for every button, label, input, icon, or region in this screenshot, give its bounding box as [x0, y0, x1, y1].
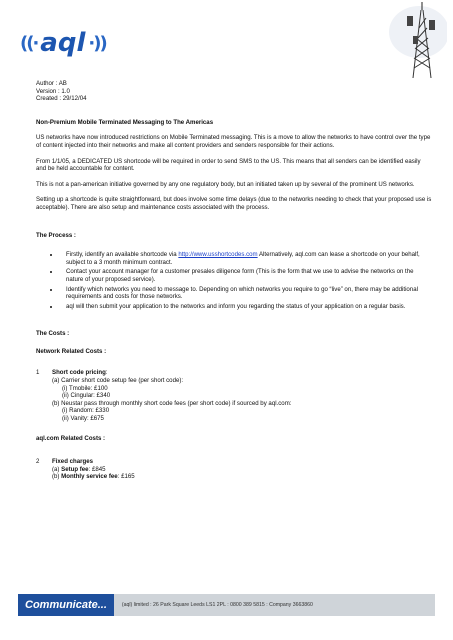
aql-logo-text: aql: [40, 28, 86, 58]
process-step-1: • Firstly, identify an available shortcode via http://www.usshortcodes.com Alternatively, aql.com can lease a shortcode on your behalf, subject to a 3 month minimum contract.: [60, 251, 432, 266]
signal-wave-right-icon: ·)): [88, 32, 106, 54]
process-step-2: • Contact your account manager for a customer presales diligence form (This is the form that we use to advise the networks on the nature of your proposed service).: [60, 268, 432, 283]
cost-item-1: 1 Short code pricing: (a) Carrier short code setup fee (per short code): (i) Tmobile: £100 (ii) Cingular: £340 (b) Neustar pass through monthly short code fees (per short code) if sourced by aql.com: (i) Random: £330 (ii) Vanity: £675: [36, 369, 432, 422]
cost-item-2: [36, 458, 432, 481]
aql-costs-heading: aql.com Related Costs :: [36, 434, 106, 442]
monthly-service-fee: (b) Monthly service fee: £165: [52, 473, 135, 481]
created-line: Created : 29/12/04: [36, 95, 87, 103]
document-meta: [36, 80, 432, 103]
cost-item-number: 2: [36, 458, 40, 466]
intro-paragraph-4: Setting up a shortcode is quite straightforward, but does involve some time delays (due to the networks needing to check that your proposed use is acceptable). There are also setup and maintenance costs associated with the process.: [36, 196, 432, 211]
tmobile-fee: (i) Tmobile: £100: [62, 384, 108, 392]
intro-paragraph-1: US networks have now introduced restrictions on Mobile Terminated messaging. This is a move to allow the networks to have control over the type of content injected into their networks and make all content providers and senders responsible for their actions.: [36, 134, 431, 149]
author-line: Author : AB: [36, 80, 67, 87]
cost-item-title: Fixed charges: [52, 458, 93, 466]
document-title: Non-Premium Mobile Terminated Messaging to The Americas: [36, 118, 214, 126]
communicate-tagline: Communicate...: [18, 594, 114, 616]
costs-heading: The Costs :: [36, 330, 70, 338]
aql-logo: [20, 28, 106, 58]
footer-bar: [18, 594, 435, 616]
usshortcodes-link[interactable]: http://www.usshortcodes.com: [178, 251, 258, 259]
cost-item-title: Short code pricing: [52, 369, 106, 377]
letterhead: [0, 0, 453, 82]
carrier-setup-fee: (a) Carrier short code setup fee (per short code):: [52, 377, 184, 385]
network-costs-heading: Network Related Costs :: [36, 347, 107, 355]
signal-wave-left-icon: ((·: [20, 32, 38, 54]
process-list: [36, 251, 432, 310]
radio-mast-icon: [369, 2, 447, 80]
process-heading: The Process :: [36, 231, 76, 239]
process-step-4: • aql will then submit your application to the networks and inform you regarding the status of your application on a regular basis.: [60, 303, 432, 311]
cingular-fee: (ii) Cingular: £340: [62, 392, 111, 400]
cost-item-number: 1: [36, 369, 40, 377]
intro-paragraph-3: This is not a pan-american initiative governed by any one regulatory body, but an initiated taken up by several of the prominent US networks.: [36, 180, 415, 188]
company-info: (aql) limited : 26 Park Square Leeds LS1 2PL : 0800 389 5815 : Company 3663860: [121, 602, 313, 608]
intro-paragraph-2: From 1/1/05, a DEDICATED US shortcode will be required in order to send SMS to the US. This means that all senders can be identified easily and be held accountable for content.: [36, 157, 421, 173]
process-step-3: • Identify which networks you need to message to. Depending on which networks you require to go “live” on, there may be additional requirements and costs for those networks.: [60, 286, 432, 301]
neustar-fees: (b) Neustar pass through monthly short code fees (per short code) if sourced by aql.com:: [52, 399, 292, 407]
random-fee: (i) Random: £330: [62, 407, 110, 415]
setup-fee: (a) Setup fee: £845: [52, 465, 106, 473]
document-body: [36, 80, 432, 481]
vanity-fee: (ii) Vanity: £675: [62, 415, 104, 423]
version-line: Version : 1.0: [36, 87, 70, 95]
